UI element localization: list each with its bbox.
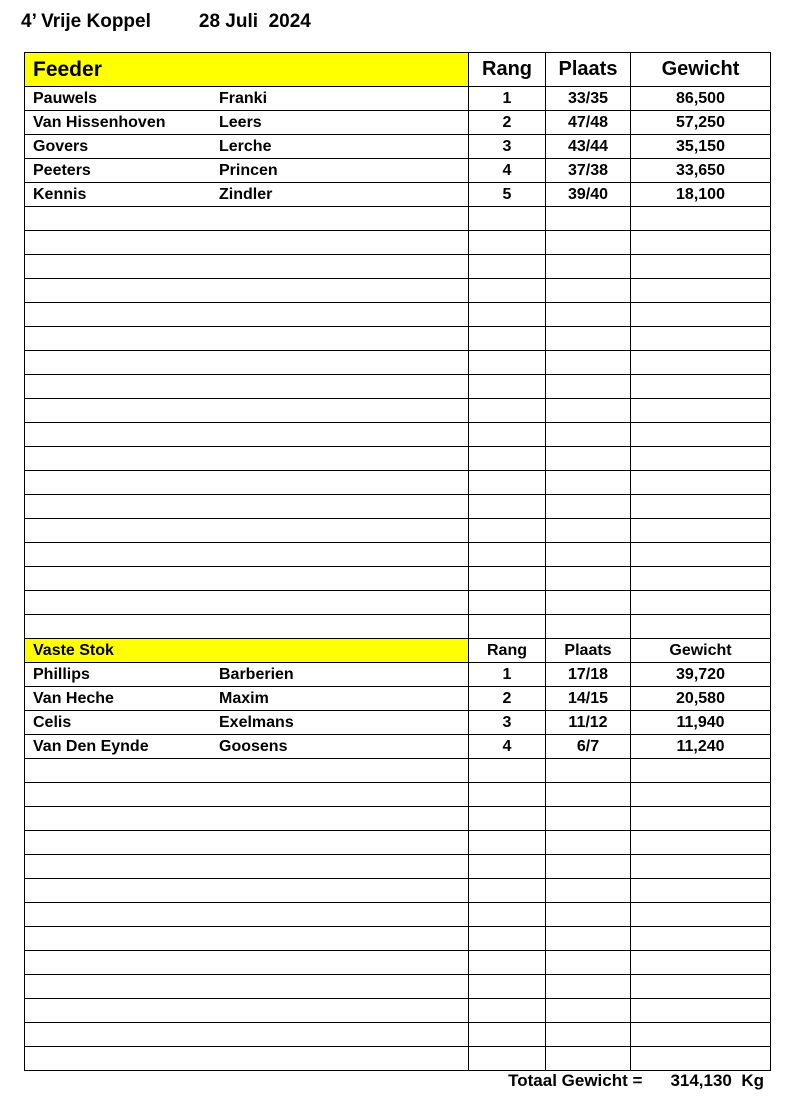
page-date: 28 Juli 2024 <box>198 11 311 32</box>
empty-cell <box>25 351 469 375</box>
plaats-cell: 17/18 <box>546 663 631 687</box>
empty-cell <box>546 759 631 783</box>
empty-cell <box>469 543 546 567</box>
name-first: Van Den Eynde <box>33 737 149 755</box>
gewicht-cell: 57,250 <box>631 111 771 135</box>
empty-cell <box>469 1023 546 1047</box>
empty-row <box>25 495 771 519</box>
empty-cell <box>631 207 771 231</box>
gewicht-cell: 39,720 <box>631 663 771 687</box>
empty-cell <box>469 231 546 255</box>
rang-cell: 3 <box>469 711 546 735</box>
empty-row <box>25 543 771 567</box>
name-first: Van Heche <box>33 689 114 707</box>
empty-cell <box>546 903 631 927</box>
empty-cell <box>25 999 469 1023</box>
table-row <box>25 183 771 207</box>
team-names-cell <box>25 87 469 111</box>
empty-row <box>25 807 771 831</box>
empty-row <box>25 399 771 423</box>
empty-cell <box>25 471 469 495</box>
table-row <box>25 735 771 759</box>
empty-cell <box>631 447 771 471</box>
empty-cell <box>631 975 771 999</box>
name-second: Zindler <box>219 185 273 203</box>
empty-cell <box>25 927 469 951</box>
plaats-cell: 39/40 <box>546 183 631 207</box>
empty-cell <box>469 1047 546 1071</box>
team-names-cell <box>25 687 469 711</box>
empty-cell <box>631 855 771 879</box>
empty-cell <box>631 879 771 903</box>
empty-cell <box>631 567 771 591</box>
empty-cell <box>546 279 631 303</box>
name-second: Barberien <box>219 665 294 683</box>
empty-cell <box>469 783 546 807</box>
empty-row <box>25 1047 771 1071</box>
empty-cell <box>631 615 771 639</box>
empty-row <box>25 471 771 495</box>
empty-cell <box>631 759 771 783</box>
table-row <box>25 159 771 183</box>
empty-cell <box>546 951 631 975</box>
rang-cell: 4 <box>469 735 546 759</box>
empty-cell <box>469 615 546 639</box>
name-second: Franki <box>219 89 268 107</box>
name-first: Celis <box>33 713 72 731</box>
empty-cell <box>546 471 631 495</box>
empty-cell <box>546 975 631 999</box>
gewicht-cell: 33,650 <box>631 159 771 183</box>
empty-cell <box>546 495 631 519</box>
empty-cell <box>546 327 631 351</box>
empty-cell <box>469 255 546 279</box>
empty-cell <box>469 519 546 543</box>
empty-cell <box>631 543 771 567</box>
empty-row <box>25 279 771 303</box>
empty-cell <box>469 471 546 495</box>
empty-row <box>25 759 771 783</box>
empty-cell <box>469 327 546 351</box>
plaats-cell: 33/35 <box>546 87 631 111</box>
empty-cell <box>469 831 546 855</box>
empty-row <box>25 327 771 351</box>
empty-cell <box>25 447 469 471</box>
empty-cell <box>25 879 469 903</box>
empty-cell <box>25 423 469 447</box>
col-header-plaats: Plaats <box>546 639 631 663</box>
empty-cell <box>546 855 631 879</box>
empty-row <box>25 1023 771 1047</box>
name-first: Govers <box>33 137 89 155</box>
name-first: Van Hissenhoven <box>33 113 166 131</box>
page-title: 4’ Vrije Koppel <box>21 11 151 32</box>
rang-cell: 2 <box>469 687 546 711</box>
empty-cell <box>546 303 631 327</box>
empty-cell <box>546 231 631 255</box>
empty-cell <box>546 1047 631 1071</box>
empty-cell <box>25 519 469 543</box>
empty-cell <box>25 303 469 327</box>
empty-cell <box>631 495 771 519</box>
empty-cell <box>469 927 546 951</box>
empty-row <box>25 927 771 951</box>
empty-cell <box>25 615 469 639</box>
empty-cell <box>25 783 469 807</box>
feeder-header-row <box>25 53 771 87</box>
gewicht-cell: 18,100 <box>631 183 771 207</box>
empty-cell <box>25 1023 469 1047</box>
empty-cell <box>631 423 771 447</box>
name-second: Exelmans <box>219 713 294 731</box>
empty-cell <box>631 951 771 975</box>
empty-cell <box>631 231 771 255</box>
rang-cell: 1 <box>469 663 546 687</box>
team-names-cell <box>25 111 469 135</box>
plaats-cell: 47/48 <box>546 111 631 135</box>
empty-cell <box>25 855 469 879</box>
empty-cell <box>546 1023 631 1047</box>
empty-cell <box>25 1047 469 1071</box>
empty-cell <box>546 399 631 423</box>
vaste-stok-header-row <box>25 639 771 663</box>
col-header-rang: Rang <box>469 53 546 87</box>
empty-row <box>25 879 771 903</box>
feeder_section-body <box>25 87 771 639</box>
name-second: Goosens <box>219 737 288 755</box>
empty-cell <box>25 255 469 279</box>
empty-cell <box>25 831 469 855</box>
plaats-cell: 37/38 <box>546 159 631 183</box>
empty-row <box>25 903 771 927</box>
empty-cell <box>469 903 546 927</box>
empty-row <box>25 831 771 855</box>
empty-cell <box>469 951 546 975</box>
empty-cell <box>25 951 469 975</box>
empty-row <box>25 975 771 999</box>
empty-cell <box>469 999 546 1023</box>
empty-cell <box>25 207 469 231</box>
empty-cell <box>546 375 631 399</box>
empty-cell <box>469 495 546 519</box>
empty-cell <box>25 903 469 927</box>
empty-row <box>25 615 771 639</box>
empty-row <box>25 207 771 231</box>
empty-cell <box>25 975 469 999</box>
empty-cell <box>469 975 546 999</box>
team-names-cell <box>25 159 469 183</box>
total-label: Totaal Gewicht = <box>508 1071 643 1090</box>
empty-cell <box>546 927 631 951</box>
empty-cell <box>25 327 469 351</box>
empty-cell <box>25 759 469 783</box>
name-first: Kennis <box>33 185 87 203</box>
name-second: Princen <box>219 161 278 179</box>
empty-cell <box>546 999 631 1023</box>
empty-cell <box>25 567 469 591</box>
empty-cell <box>546 567 631 591</box>
empty-cell <box>546 543 631 567</box>
empty-cell <box>25 279 469 303</box>
empty-cell <box>631 927 771 951</box>
empty-cell <box>631 807 771 831</box>
empty-row <box>25 303 771 327</box>
empty-cell <box>631 1047 771 1071</box>
empty-cell <box>25 807 469 831</box>
empty-cell <box>546 519 631 543</box>
plaats-cell: 11/12 <box>546 711 631 735</box>
empty-cell <box>25 231 469 255</box>
empty-cell <box>631 471 771 495</box>
total-row <box>24 1071 764 1091</box>
empty-cell <box>631 783 771 807</box>
empty-cell <box>546 207 631 231</box>
plaats-cell: 6/7 <box>546 735 631 759</box>
team-names-cell <box>25 135 469 159</box>
empty-row <box>25 951 771 975</box>
empty-cell <box>546 615 631 639</box>
empty-cell <box>631 519 771 543</box>
team-names-cell <box>25 735 469 759</box>
empty-row <box>25 519 771 543</box>
empty-row <box>25 447 771 471</box>
table-row <box>25 687 771 711</box>
rang-cell: 5 <box>469 183 546 207</box>
gewicht-cell: 86,500 <box>631 87 771 111</box>
empty-row <box>25 567 771 591</box>
empty-cell <box>631 327 771 351</box>
empty-cell <box>631 399 771 423</box>
empty-cell <box>469 399 546 423</box>
empty-cell <box>631 903 771 927</box>
empty-cell <box>631 375 771 399</box>
name-second: Maxim <box>219 689 269 707</box>
gewicht-cell: 20,580 <box>631 687 771 711</box>
empty-row <box>25 375 771 399</box>
empty-cell <box>546 447 631 471</box>
table-row <box>25 111 771 135</box>
empty-cell <box>631 999 771 1023</box>
empty-row <box>25 591 771 615</box>
table-row <box>25 663 771 687</box>
empty-cell <box>546 807 631 831</box>
empty-row <box>25 999 771 1023</box>
empty-cell <box>546 783 631 807</box>
empty-row <box>25 255 771 279</box>
rang-cell: 4 <box>469 159 546 183</box>
col-header-gewicht: Gewicht <box>631 53 771 87</box>
empty-cell <box>546 351 631 375</box>
empty-cell <box>469 567 546 591</box>
name-first: Peeters <box>33 161 91 179</box>
results-table <box>24 52 771 1071</box>
empty-cell <box>546 879 631 903</box>
empty-row <box>25 855 771 879</box>
table-row <box>25 87 771 111</box>
empty-cell <box>631 1023 771 1047</box>
empty-cell <box>631 351 771 375</box>
feeder-section-title: Feeder <box>25 53 469 87</box>
empty-cell <box>546 423 631 447</box>
team-names-cell <box>25 711 469 735</box>
empty-cell <box>25 399 469 423</box>
empty-cell <box>546 831 631 855</box>
empty-cell <box>469 303 546 327</box>
name-first: Pauwels <box>33 89 98 107</box>
table-row <box>25 711 771 735</box>
empty-cell <box>631 591 771 615</box>
gewicht-cell: 11,940 <box>631 711 771 735</box>
empty-cell <box>469 279 546 303</box>
col-header-gewicht: Gewicht <box>631 639 771 663</box>
empty-cell <box>469 351 546 375</box>
empty-cell <box>469 759 546 783</box>
team-names-cell <box>25 183 469 207</box>
total-value: 314,130 Kg <box>670 1071 764 1090</box>
rang-cell: 1 <box>469 87 546 111</box>
vaste_stok_section-body <box>25 663 771 1071</box>
empty-cell <box>25 591 469 615</box>
empty-cell <box>631 255 771 279</box>
empty-cell <box>631 279 771 303</box>
empty-cell <box>469 855 546 879</box>
name-second: Lerche <box>219 137 272 155</box>
empty-cell <box>469 207 546 231</box>
empty-row <box>25 783 771 807</box>
col-header-rang: Rang <box>469 639 546 663</box>
gewicht-cell: 11,240 <box>631 735 771 759</box>
name-second: Leers <box>219 113 262 131</box>
rang-cell: 3 <box>469 135 546 159</box>
empty-cell <box>469 879 546 903</box>
rang-cell: 2 <box>469 111 546 135</box>
empty-cell <box>469 423 546 447</box>
empty-cell <box>469 591 546 615</box>
empty-cell <box>631 831 771 855</box>
empty-cell <box>546 255 631 279</box>
gewicht-cell: 35,150 <box>631 135 771 159</box>
plaats-cell: 43/44 <box>546 135 631 159</box>
empty-cell <box>469 807 546 831</box>
plaats-cell: 14/15 <box>546 687 631 711</box>
empty-cell <box>469 375 546 399</box>
team-names-cell <box>25 663 469 687</box>
vaste-stok-section-title: Vaste Stok <box>25 639 469 663</box>
empty-cell <box>631 303 771 327</box>
empty-cell <box>469 447 546 471</box>
empty-row <box>25 423 771 447</box>
page-title-bar <box>21 11 311 33</box>
name-first: Phillips <box>33 665 90 683</box>
empty-cell <box>25 495 469 519</box>
empty-cell <box>546 591 631 615</box>
empty-row <box>25 351 771 375</box>
empty-cell <box>25 543 469 567</box>
empty-cell <box>25 375 469 399</box>
col-header-plaats: Plaats <box>546 53 631 87</box>
table-row <box>25 135 771 159</box>
empty-row <box>25 231 771 255</box>
